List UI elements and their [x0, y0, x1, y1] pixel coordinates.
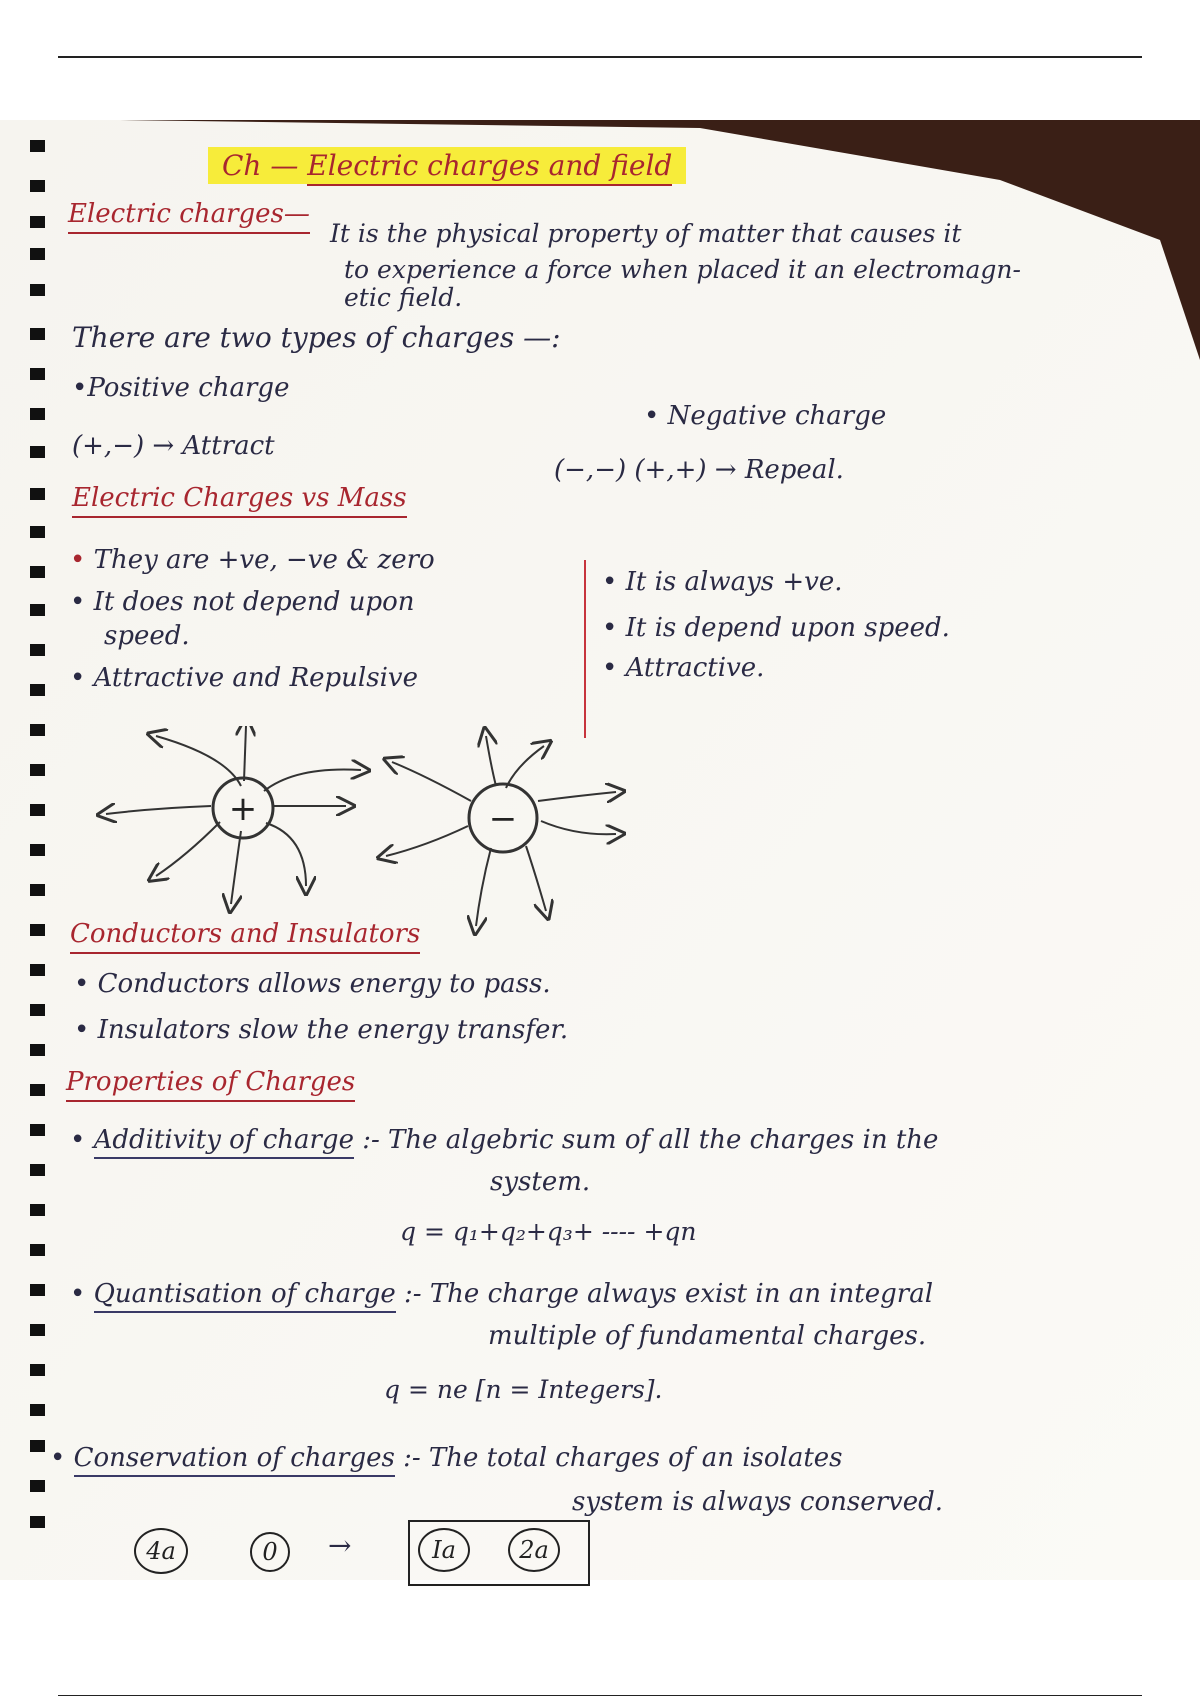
conservation-name: Conservation of charges — [74, 1443, 395, 1477]
mass-point-3: • Attractive. — [602, 653, 765, 683]
footer-mark-3: Ia — [418, 1528, 470, 1572]
quantisation-line: • Quantisation of charge :- The charge always exist in an integral — [70, 1280, 933, 1310]
quantisation-desc-1: :- The charge always exist in an integral — [404, 1279, 934, 1309]
additivity-desc-1: :- The algebric sum of all the charges in the — [362, 1125, 939, 1155]
conductors-point-1: • Conductors allows energy to pass. — [74, 969, 551, 999]
title-highlight — [208, 147, 686, 184]
field-lines-diagram — [96, 726, 816, 936]
footer-mark-4: 2a — [508, 1528, 560, 1572]
title-text: Electric charges and field — [307, 149, 672, 186]
charge-point-3: • Attractive and Repulsive — [70, 663, 418, 693]
positive-symbol: + — [228, 789, 258, 829]
charge-point-2-text: It does not depend upon — [93, 587, 415, 617]
comparison-divider — [584, 560, 586, 738]
footer-mark-1: 4a — [134, 1528, 188, 1574]
types-intro: There are two types of charges —: — [72, 321, 561, 354]
quantisation-name: Quantisation of charge — [94, 1279, 396, 1313]
conservation-desc-1: :- The total charges of an isolates — [403, 1443, 843, 1473]
footer-arrow: → — [328, 1529, 352, 1562]
attract-rule: (+,−) → Attract — [72, 431, 275, 461]
quantisation-desc-2: multiple of fundamental charges. — [488, 1321, 927, 1351]
positive-charge-label: •Positive charge — [72, 373, 290, 403]
properties-heading: Properties of Charges — [66, 1068, 355, 1102]
bottom-rule — [58, 1695, 1142, 1696]
additivity-name: Additivity of charge — [94, 1125, 354, 1159]
additivity-line: • Additivity of charge :- The algebric sum of all the charges in the — [70, 1126, 938, 1156]
conservation-desc-2: system is always conserved. — [572, 1487, 944, 1517]
definition-line-1: It is the physical property of matter that causes it — [330, 219, 962, 248]
page-title — [208, 150, 686, 182]
definition-line-2: to experience a force when placed it an electromagn- — [344, 255, 1021, 284]
conductors-point-2: • Insulators slow the energy transfer. — [74, 1015, 569, 1045]
repel-rule: (−,−) (+,+) → Repeal. — [554, 455, 844, 485]
definition-line-3: etic field. — [344, 283, 463, 312]
title-prefix: Ch — — [222, 149, 299, 182]
charge-point-1-text: They are +ve, −ve & zero — [93, 545, 435, 575]
mass-point-2: • It is depend upon speed. — [602, 613, 950, 643]
charge-point-1 — [70, 546, 435, 576]
charge-point-3-text: Attractive and Repulsive — [93, 663, 418, 693]
conductors-heading: Conductors and Insulators — [70, 920, 420, 954]
additivity-formula: q = q₁+q₂+q₃+ ---- +qn — [400, 1217, 697, 1246]
conservation-line: • Conservation of charges :- The total charges of an isolates — [50, 1444, 843, 1474]
negative-charge-label: • Negative charge — [644, 401, 887, 431]
bullet-red: • — [70, 545, 86, 575]
charge-point-2: • It does not depend upon — [70, 587, 415, 617]
top-rule — [58, 56, 1142, 58]
charge-point-2-cont: speed. — [104, 621, 190, 651]
quantisation-formula: q = ne [n = Integers]. — [384, 1375, 663, 1404]
additivity-desc-2: system. — [490, 1167, 591, 1197]
footer-mark-2: 0 — [250, 1532, 290, 1572]
charges-vs-mass-heading: Electric Charges vs Mass — [72, 484, 407, 518]
mass-point-1: • It is always +ve. — [602, 567, 843, 597]
negative-symbol: − — [488, 799, 518, 839]
definition-heading: Electric charges— — [68, 200, 310, 234]
